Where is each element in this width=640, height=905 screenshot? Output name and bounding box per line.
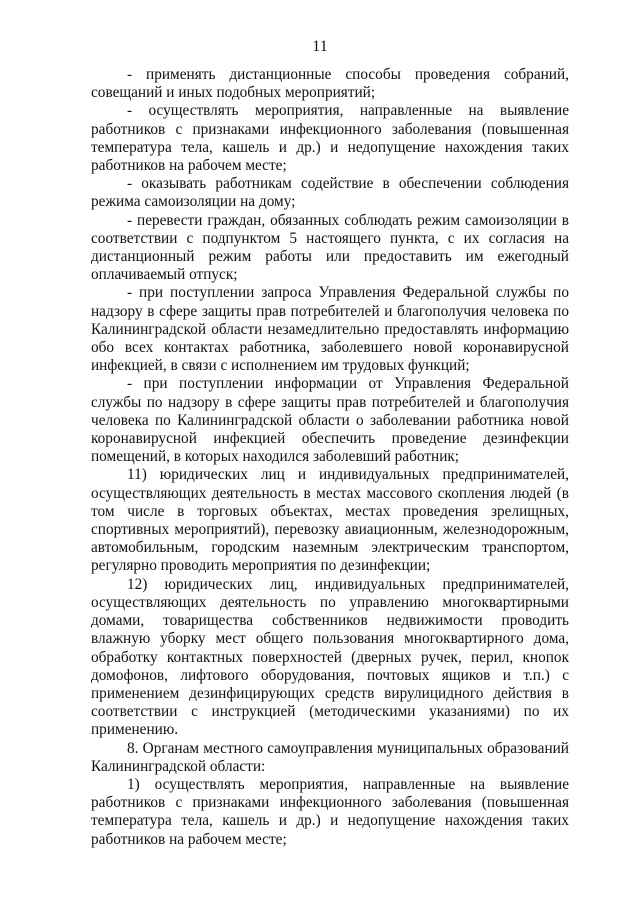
paragraph-item-11: 11) юридических лиц и индивидуальных предпринимателей, осуществляющих деятельность в местах массового скопления людей (в том числе в торговых объектах, местах проведения зрелищных, спортивных мероприятий), перевозку авиационным, железнодорожным, автомобильным, городским наземным электрическим транспортом, регулярно проводить мероприятия по дезинфекции; (91, 466, 569, 575)
page-number: 11 (312, 38, 328, 55)
paragraph-remote-work-or-leave: - перевести граждан, обязанных соблюдать режим самоизоляции в соответствии с подпунктом 5 настоящего пункта, с их согласия на дистанционный режим работы или предоставить им ежегодный оплачиваемый отпуск; (91, 211, 569, 284)
paragraph-contact-information: - при поступлении запроса Управления Федеральной службы по надзору в сфере защиты прав потребителей и благополучия человека по Калининградской области незамедлительно предоставлять информацию обо всех контактах работника, заболевшего новой коронавирусной инфекцией, в связи с исполнением им трудовых функций; (91, 284, 569, 375)
paragraph-item-12: 12) юридических лиц, индивидуальных предпринимателей, осуществляющих деятельность по управлению многоквартирными домами, товарищества собственников недвижимости проводить влажную уборку мест общего пользования многоквартирного дома, обработку контактных поверхностей (дверных ручек, перил, кнопок домофонов, лифтового оборудования, почтовых ящиков и т.п.) с применением дезинфицирующих средств вирулицидного действия в соответствии с инструкцией (методическими указаниями) по их применению. (91, 575, 569, 739)
document-body (91, 66, 569, 849)
paragraph-self-isolation-support: - оказывать работникам содействие в обеспечении соблюдения режима самоизоляции на дому; (91, 175, 569, 211)
paragraph-section-8-item-1: 1) осуществлять мероприятия, направленные на выявление работников с признаками инфекционного заболевания (повышенная температура тела, кашель и др.) и недопущение нахождения таких работников на рабочем месте; (91, 775, 569, 848)
paragraph-section-8: 8. Органам местного самоуправления муниципальных образований Калининградской области: (91, 739, 569, 775)
paragraph-detect-infected-workers: - осуществлять мероприятия, направленные на выявление работников с признаками инфекционного заболевания (повышенная температура тела, кашель и др.) и недопущение нахождения таких работников на рабочем месте; (91, 102, 569, 175)
paragraph-remote-meetings: - применять дистанционные способы проведения собраний, совещаний и иных подобных мероприятий; (91, 66, 569, 102)
paragraph-premises-disinfection: - при поступлении информации от Управления Федеральной службы по надзору в сфере защиты прав потребителей и благополучия человека по Калининградской области о заболевании работника новой коронавирусной инфекцией обеспечить проведение дезинфекции помещений, в которых находился заболевший работник; (91, 375, 569, 466)
